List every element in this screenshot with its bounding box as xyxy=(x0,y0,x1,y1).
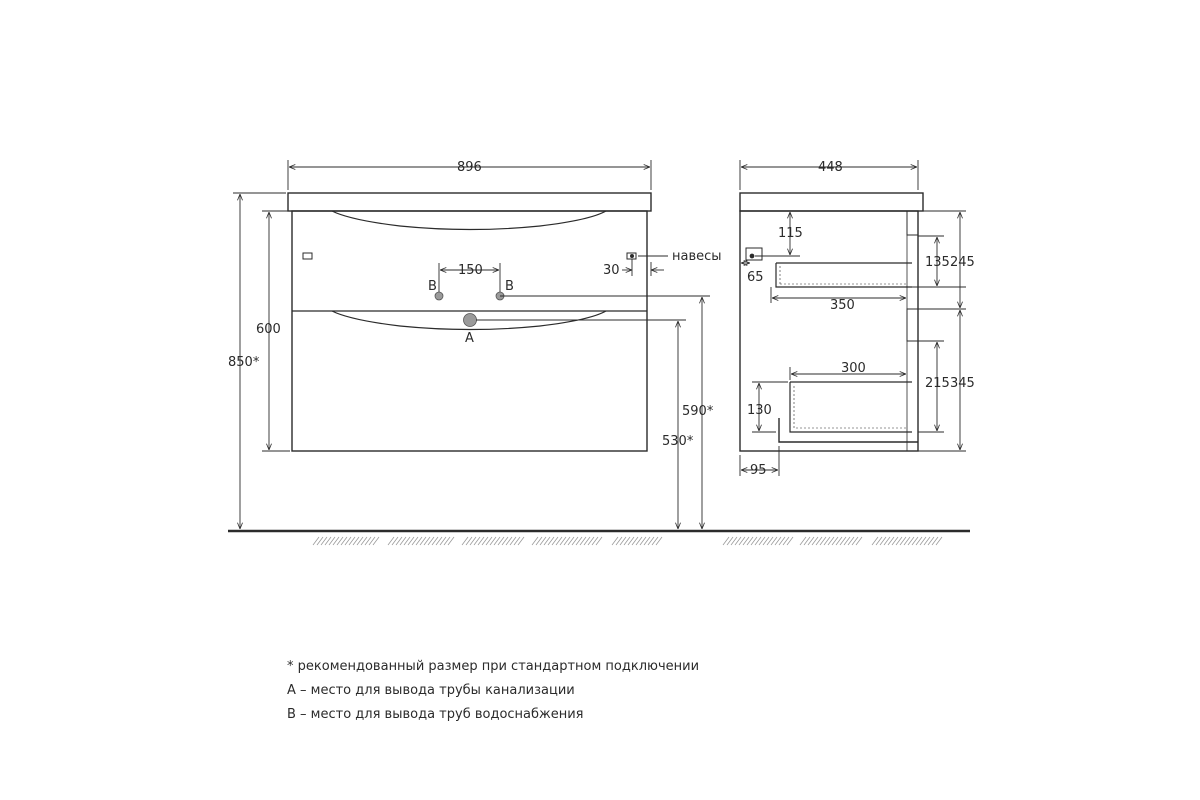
label-water-height: 590* xyxy=(682,404,714,419)
side-labels xyxy=(747,160,975,478)
label-lower-rear-height: 130 xyxy=(747,403,772,418)
note-recommended: * рекомендованный размер при стандартном подключении xyxy=(287,659,700,674)
drain-point-icon xyxy=(464,314,477,327)
label-hook-offset: 30 xyxy=(603,263,620,278)
note-drain: А – место для вывода трубы канализации xyxy=(287,683,575,698)
water-markers xyxy=(428,279,514,300)
floor-line xyxy=(228,531,970,545)
label-overall-depth: 448 xyxy=(818,160,843,175)
label-upper-drawer-depth: 350 xyxy=(830,298,855,313)
upper-handle-curve xyxy=(332,211,606,230)
label-lower-drawer-height: 215 xyxy=(925,376,950,391)
label-upper-drawer-height: 135 xyxy=(925,255,950,270)
label-cabinet-height: 600 xyxy=(256,322,281,337)
label-hook-inset: 65 xyxy=(747,270,764,285)
label-total-height: 850* xyxy=(228,355,260,370)
lower-drawer-box xyxy=(790,382,912,432)
label-water-spacing: 150 xyxy=(458,263,483,278)
note-water: В – место для вывода труб водоснабжения xyxy=(287,707,584,722)
side-lower-front xyxy=(907,309,918,341)
label-lower-drawer-depth: 300 xyxy=(841,361,866,376)
hook-right-dot xyxy=(631,255,634,258)
side-basin-top xyxy=(740,193,923,211)
label-lower-front-height: 345 xyxy=(950,376,975,391)
water-marker-left: B xyxy=(428,279,437,294)
notes-block xyxy=(287,655,699,727)
hook-left-icon xyxy=(303,253,312,259)
label-hook-drop: 115 xyxy=(778,226,803,241)
floor-hatching xyxy=(313,537,942,545)
basin-top xyxy=(288,193,651,211)
upper-drawer-box xyxy=(776,263,912,287)
side-hook-icon xyxy=(746,248,762,260)
side-hook-dot xyxy=(750,254,754,258)
label-hooks: навесы xyxy=(672,249,722,264)
label-lower-rear-offset: 95 xyxy=(750,463,767,478)
label-overall-width: 896 xyxy=(457,160,482,175)
lower-rear-panel xyxy=(779,418,918,442)
side-dimensions xyxy=(740,160,966,476)
side-upper-front xyxy=(907,211,918,235)
water-marker-right: B xyxy=(505,279,514,294)
drain-marker-label: A xyxy=(465,331,474,346)
label-upper-front-height: 245 xyxy=(950,255,975,270)
label-drain-height: 530* xyxy=(662,434,694,449)
